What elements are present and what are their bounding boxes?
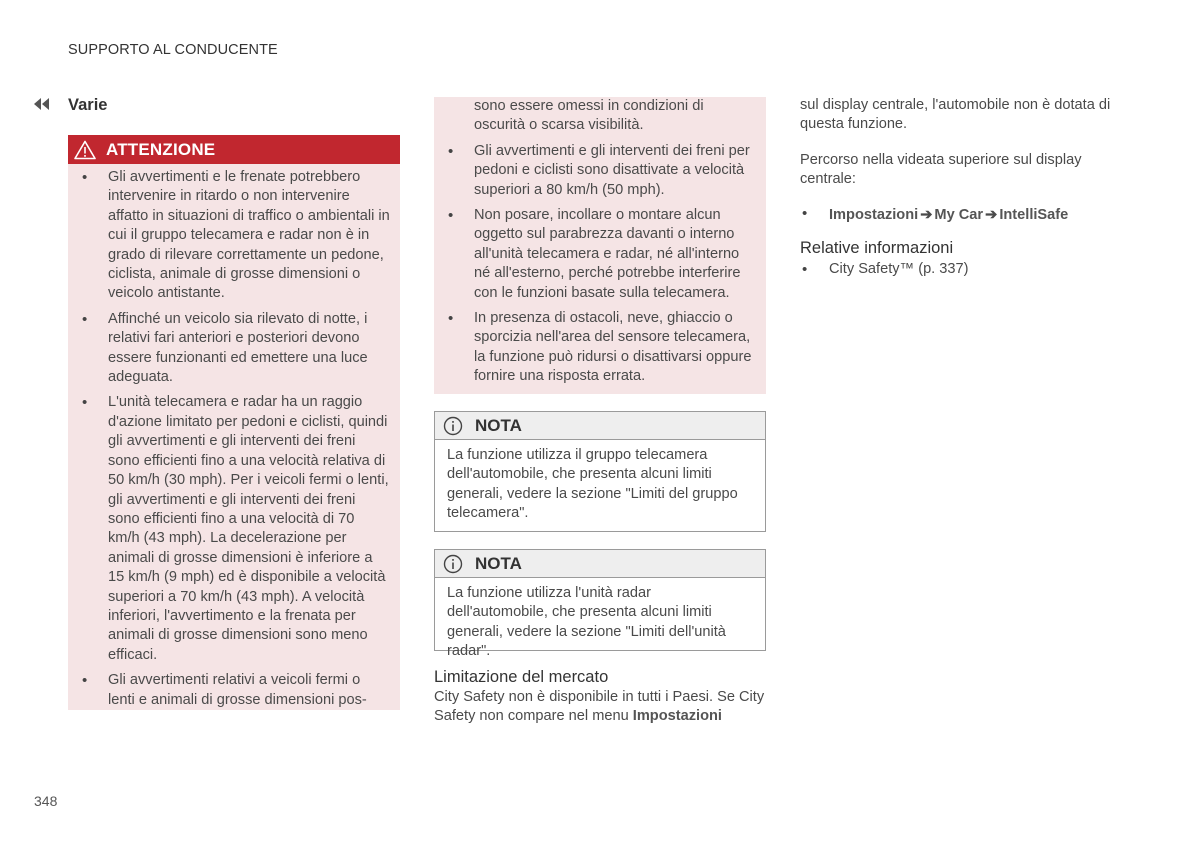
running-header: SUPPORTO AL CONDUCENTE <box>68 42 278 58</box>
warning-header <box>68 135 400 164</box>
note-text: La funzione utilizza il gruppo telecamera dell'automobile, che presenta alcuni limiti generali, vedere la sezione "Limiti del gruppo telecamera". <box>447 447 738 522</box>
section-marker-icon <box>34 97 54 111</box>
arrow-right-icon: ➔ <box>985 206 998 223</box>
warning-item: • L'unità telecamera e radar ha un raggio d'azione limitato per pedoni e ciclisti, quindi gli avvertimenti e gli interventi dei freni sono efficienti fino a una velocità relativa di 50 km/h (30 mph). Per i veicoli fermi o lenti, gli avvertimenti e gli interventi dei freni sono efficienti fino a una velocità di 70 km/h (43 mph). La decelerazione per animali di grosse dimensioni è inferiore a 15 km/h (9 mph) ed è disponibile a velocità superiori a 70 km/h (43 mph). A velocità inferiori, l'avvertimento e la frenata per animali di grosse dimensioni sono meno efficaci. <box>68 393 400 665</box>
warning-item: • Non posare, incollare o montare alcun oggetto sul parabrezza davanti o interno all'unità telecamera e radar, né all'interno né all'esterno, perché potrebbe interferire con le funzioni basate sulla telecamera. <box>434 206 766 303</box>
market-text <box>434 688 770 727</box>
warning-item-continued: sono essere omessi in condizioni di oscurità o scarsa visibilità. <box>474 98 704 134</box>
menu-path-step: Impostazioni <box>829 206 919 223</box>
related-heading: Relative informazioni <box>800 239 954 258</box>
warning-item: • Gli avvertimenti e gli interventi dei freni per pedoni e ciclisti sono disattivate a velocità superiori a 80 km/h (50 mph). <box>434 142 766 200</box>
warning-triangle-icon <box>74 140 96 160</box>
note-box-camera <box>434 411 766 532</box>
right-column <box>800 96 1130 280</box>
page-number: 348 <box>34 793 58 809</box>
warning-item: • Affinché un veicolo sia rilevato di notte, i relativi fari anteriori e posteriori devono essere funzionanti ed emettere una luce adeguata. <box>68 310 400 388</box>
note-title: NOTA <box>475 553 522 573</box>
menu-path-step: My Car <box>934 206 984 223</box>
warning-item: • In presenza di ostacoli, neve, ghiaccio o sporcizia nell'area del sensore telecamera, la funzione può ridursi o disattivarsi oppure fornire una risposta errata. <box>434 309 766 387</box>
warning-item: • Gli avvertimenti relativi a veicoli fermi o lenti e animali di grosse dimensioni pos- <box>68 671 400 710</box>
info-icon <box>443 554 463 574</box>
related-link[interactable]: • City Safety™ (p. 337) <box>800 260 1130 279</box>
note-box-radar <box>434 549 766 660</box>
menu-path-intro: Percorso nella videata superiore sul display centrale: <box>800 151 1082 188</box>
warning-title: ATTENZIONE <box>106 139 216 159</box>
menu-name: Impostazioni <box>632 708 722 725</box>
warning-list-continued <box>434 142 766 387</box>
info-icon <box>443 416 463 436</box>
warning-box <box>68 135 400 710</box>
market-text-a: City Safety non è disponibile in tutti i Paesi. Se City Safety non compare nel menu <box>434 689 765 725</box>
note-header <box>435 412 765 440</box>
menu-path <box>800 206 1130 225</box>
market-heading: Limitazione del mercato <box>434 668 609 686</box>
warning-box-continued <box>434 97 766 394</box>
note-title: NOTA <box>475 415 522 435</box>
note-text: La funzione utilizza l'unità radar dell'automobile, che presenta alcuni limiti generali, vedere la sezione "Limiti dell'unità radar". <box>447 585 726 660</box>
warning-item: • Gli avvertimenti e le frenate potrebbero intervenire in ritardo o non intervenire affatto in situazioni di traffico o ambientali in cui il gruppo telecamera e radar non è in grado di rilevare correttamente un pedone, ciclista, animale di grosse dimensioni o veicolo antistante. <box>68 168 400 304</box>
market-text-b: sul display centrale, l'automobile non è dotata di questa funzione. <box>800 97 1111 133</box>
arrow-right-icon: ➔ <box>920 206 933 223</box>
section-title: Varie <box>68 96 108 114</box>
menu-path-step: IntelliSafe <box>999 206 1069 223</box>
warning-list <box>68 168 400 710</box>
note-header <box>435 550 765 578</box>
